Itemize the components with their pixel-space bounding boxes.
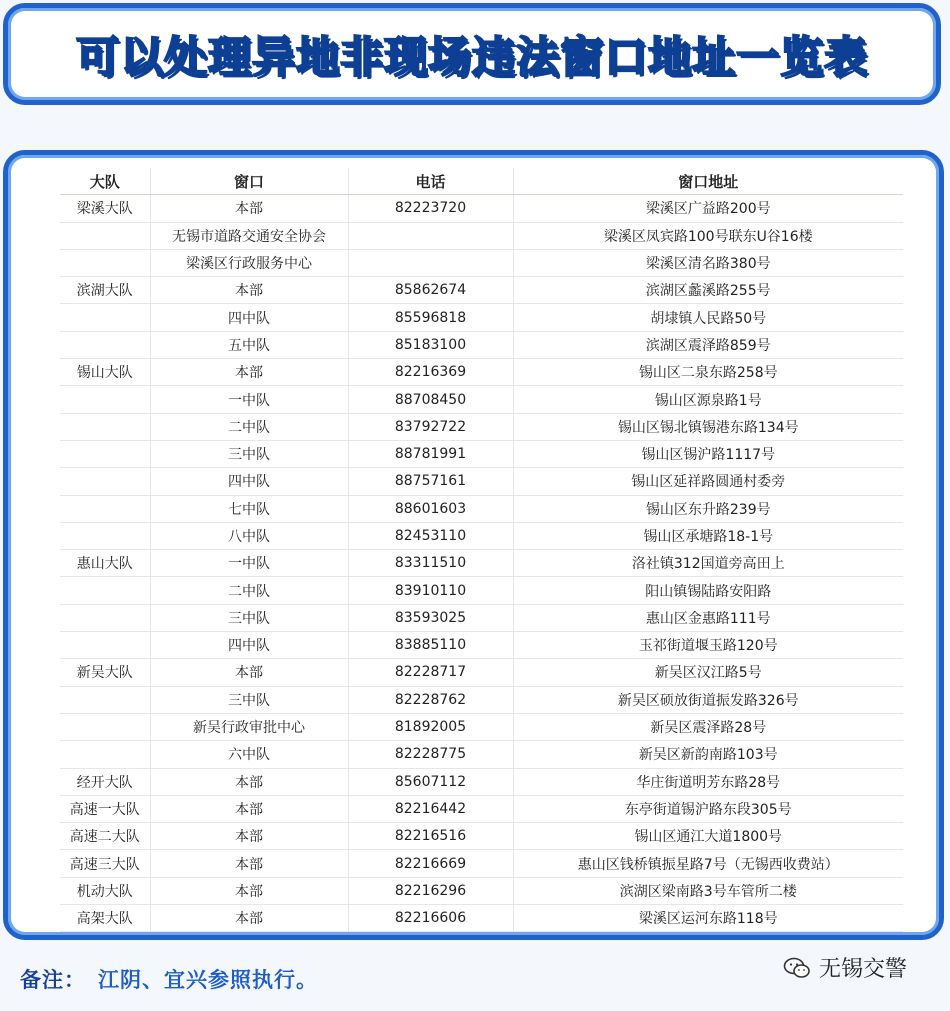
table-row — [60, 331, 903, 358]
cell-brigade — [60, 440, 150, 467]
cell-window: 本部 — [150, 659, 348, 686]
cell-address: 新吴区震泽路28号 — [513, 713, 903, 740]
cell-phone: 82216516 — [348, 823, 513, 850]
cell-brigade: 锡山大队 — [60, 359, 150, 386]
cell-window: 无锡市道路交通安全协会 — [150, 222, 348, 249]
cell-address: 锡山区东升路239号 — [513, 495, 903, 522]
cell-address: 滨湖区梁南路3号车管所二楼 — [513, 877, 903, 904]
cell-brigade: 滨湖大队 — [60, 277, 150, 304]
cell-window: 一中队 — [150, 550, 348, 577]
cell-address: 锡山区通江大道1800号 — [513, 823, 903, 850]
cell-phone: 82453110 — [348, 522, 513, 549]
cell-brigade — [60, 222, 150, 249]
cell-brigade — [60, 331, 150, 358]
table-row — [60, 277, 903, 304]
cell-window: 本部 — [150, 795, 348, 822]
cell-window: 一中队 — [150, 386, 348, 413]
header-brigade: 大队 — [60, 168, 150, 195]
cell-window: 三中队 — [150, 686, 348, 713]
cell-phone: 82216606 — [348, 905, 513, 932]
table-row — [60, 440, 903, 467]
table-row — [60, 468, 903, 495]
cell-address: 东亭街道锡沪路东段305号 — [513, 795, 903, 822]
table-panel — [3, 150, 944, 940]
cell-window: 七中队 — [150, 495, 348, 522]
table-row — [60, 495, 903, 522]
cell-phone: 82228717 — [348, 659, 513, 686]
cell-brigade: 高速二大队 — [60, 823, 150, 850]
table-row — [60, 823, 903, 850]
page-title: 可以处理异地非现场违法窗口地址一览表 — [76, 32, 868, 83]
cell-window: 六中队 — [150, 741, 348, 768]
footer-label: 备注： — [20, 968, 86, 992]
cell-phone — [348, 222, 513, 249]
cell-phone: 88601603 — [348, 495, 513, 522]
cell-window: 本部 — [150, 877, 348, 904]
table-row — [60, 304, 903, 331]
cell-brigade: 高速三大队 — [60, 850, 150, 877]
cell-brigade — [60, 686, 150, 713]
cell-brigade — [60, 713, 150, 740]
cell-address: 华庄街道明芳东路28号 — [513, 768, 903, 795]
cell-brigade: 高速一大队 — [60, 795, 150, 822]
cell-address: 锡山区承塘路18-1号 — [513, 522, 903, 549]
table-row — [60, 249, 903, 276]
cell-window: 本部 — [150, 195, 348, 222]
cell-phone: 88708450 — [348, 386, 513, 413]
cell-address: 洛社镇312国道旁高田上 — [513, 550, 903, 577]
cell-window: 本部 — [150, 768, 348, 795]
cell-address: 胡埭镇人民路50号 — [513, 304, 903, 331]
cell-address: 惠山区钱桥镇振星路7号（无锡西收费站） — [513, 850, 903, 877]
cell-window: 新吴行政审批中心 — [150, 713, 348, 740]
cell-window: 梁溪区行政服务中心 — [150, 249, 348, 276]
cell-phone: 85183100 — [348, 331, 513, 358]
cell-brigade: 机动大队 — [60, 877, 150, 904]
table-row — [60, 604, 903, 631]
cell-phone: 81892005 — [348, 713, 513, 740]
cell-phone: 83593025 — [348, 604, 513, 631]
cell-window: 本部 — [150, 850, 348, 877]
footer-text: 江阴、宜兴参照执行。 — [98, 968, 318, 992]
cell-address: 滨湖区震泽路859号 — [513, 331, 903, 358]
watermark — [783, 952, 907, 983]
header-address: 窗口地址 — [513, 168, 903, 195]
cell-brigade — [60, 413, 150, 440]
cell-brigade: 高架大队 — [60, 905, 150, 932]
title-banner — [3, 3, 941, 105]
cell-brigade — [60, 468, 150, 495]
table-row — [60, 577, 903, 604]
cell-brigade — [60, 604, 150, 631]
cell-address: 阳山镇锡陆路安阳路 — [513, 577, 903, 604]
cell-address: 玉祁街道堰玉路120号 — [513, 632, 903, 659]
watermark-text: 无锡交警 — [819, 957, 908, 982]
cell-phone: 83311510 — [348, 550, 513, 577]
table-row — [60, 359, 903, 386]
cell-phone: 88781991 — [348, 440, 513, 467]
cell-window: 四中队 — [150, 468, 348, 495]
table-header-row — [60, 168, 903, 195]
cell-window: 三中队 — [150, 604, 348, 631]
table-row — [60, 195, 903, 222]
cell-address: 锡山区二泉东路258号 — [513, 359, 903, 386]
cell-brigade — [60, 304, 150, 331]
table-row — [60, 795, 903, 822]
cell-brigade: 经开大队 — [60, 768, 150, 795]
cell-brigade — [60, 386, 150, 413]
table-row — [60, 659, 903, 686]
cell-address: 新吴区新韵南路103号 — [513, 741, 903, 768]
cell-phone — [348, 249, 513, 276]
cell-window: 本部 — [150, 905, 348, 932]
cell-phone: 83792722 — [348, 413, 513, 440]
window-address-table — [60, 168, 903, 932]
footer-note — [20, 964, 318, 994]
cell-phone: 88757161 — [348, 468, 513, 495]
cell-brigade: 梁溪大队 — [60, 195, 150, 222]
cell-brigade — [60, 495, 150, 522]
cell-address: 锡山区源泉路1号 — [513, 386, 903, 413]
cell-address: 锡山区锡北镇锡港东路134号 — [513, 413, 903, 440]
cell-address: 惠山区金惠路111号 — [513, 604, 903, 631]
cell-phone: 83885110 — [348, 632, 513, 659]
cell-window: 本部 — [150, 359, 348, 386]
cell-phone: 85607112 — [348, 768, 513, 795]
table-row — [60, 686, 903, 713]
header-window: 窗口 — [150, 168, 348, 195]
cell-window: 二中队 — [150, 413, 348, 440]
cell-address: 新吴区硕放街道振发路326号 — [513, 686, 903, 713]
cell-window: 五中队 — [150, 331, 348, 358]
table-row — [60, 222, 903, 249]
cell-brigade — [60, 741, 150, 768]
header-phone: 电话 — [348, 168, 513, 195]
table-row — [60, 413, 903, 440]
table-row — [60, 386, 903, 413]
table-row — [60, 741, 903, 768]
table-row — [60, 905, 903, 932]
table-body — [60, 195, 903, 932]
cell-address: 锡山区延祥路圆通村委旁 — [513, 468, 903, 495]
cell-window: 三中队 — [150, 440, 348, 467]
table-row — [60, 768, 903, 795]
cell-phone: 85862674 — [348, 277, 513, 304]
cell-phone: 82216442 — [348, 795, 513, 822]
table-row — [60, 850, 903, 877]
table-row — [60, 550, 903, 577]
cell-address: 梁溪区凤宾路100号联东U谷16楼 — [513, 222, 903, 249]
cell-phone: 82216369 — [348, 359, 513, 386]
cell-address: 梁溪区清名路380号 — [513, 249, 903, 276]
cell-window: 本部 — [150, 823, 348, 850]
cell-phone: 82228775 — [348, 741, 513, 768]
cell-window: 二中队 — [150, 577, 348, 604]
cell-address: 锡山区锡沪路1117号 — [513, 440, 903, 467]
cell-window: 本部 — [150, 277, 348, 304]
table-row — [60, 877, 903, 904]
cell-brigade — [60, 577, 150, 604]
cell-address: 滨湖区蠡溪路255号 — [513, 277, 903, 304]
table-row — [60, 632, 903, 659]
table-row — [60, 522, 903, 549]
wechat-icon — [783, 957, 811, 979]
cell-phone: 85596818 — [348, 304, 513, 331]
cell-brigade — [60, 249, 150, 276]
cell-address: 梁溪区运河东路118号 — [513, 905, 903, 932]
table-row — [60, 713, 903, 740]
cell-phone: 82228762 — [348, 686, 513, 713]
cell-brigade: 新吴大队 — [60, 659, 150, 686]
cell-brigade: 惠山大队 — [60, 550, 150, 577]
cell-phone: 82216296 — [348, 877, 513, 904]
cell-phone: 82216669 — [348, 850, 513, 877]
cell-window: 八中队 — [150, 522, 348, 549]
cell-phone: 82223720 — [348, 195, 513, 222]
cell-window: 四中队 — [150, 632, 348, 659]
cell-brigade — [60, 632, 150, 659]
cell-address: 梁溪区广益路200号 — [513, 195, 903, 222]
cell-phone: 83910110 — [348, 577, 513, 604]
cell-window: 四中队 — [150, 304, 348, 331]
cell-address: 新吴区汉江路5号 — [513, 659, 903, 686]
cell-brigade — [60, 522, 150, 549]
